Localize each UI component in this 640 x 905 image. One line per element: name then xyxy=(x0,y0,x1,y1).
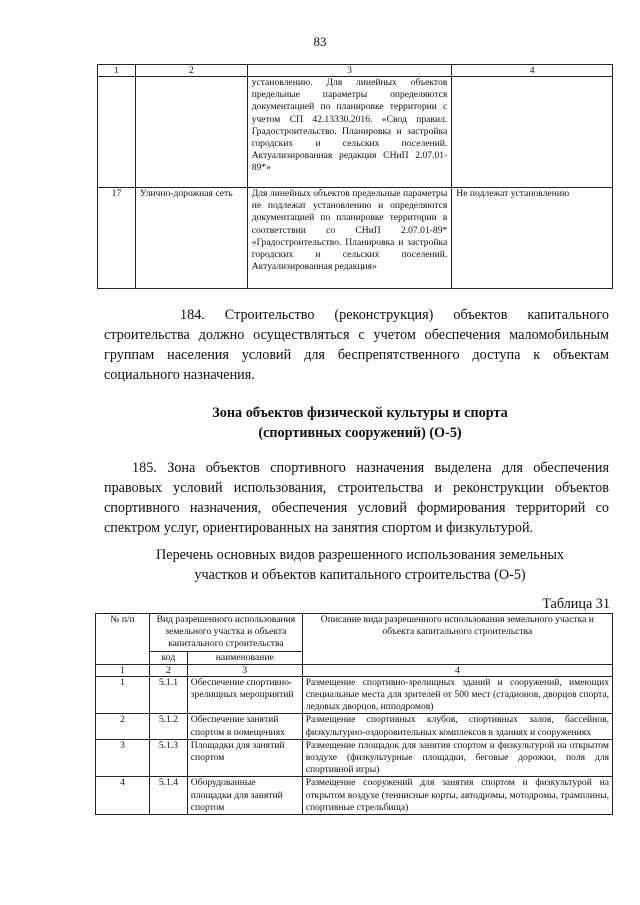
column-number: 4 xyxy=(302,664,612,676)
zone-heading-line1: Зона объектов физической культуры и спорта xyxy=(212,405,508,421)
row-code: 5.1.3 xyxy=(150,739,188,777)
row-description: Размещение сооружений для занятия спортом и физкультурой на открытом воздухе (теннисные корты, автодромы, мотодромы, трамплины, спортивные стрельбища) xyxy=(302,777,612,815)
column-number: 2 xyxy=(150,664,188,676)
header-type: Вид разрешенного использования земельного участка и объекта капитального строительства xyxy=(150,614,303,652)
row-number: 2 xyxy=(96,714,150,739)
paragraph-184: 184. Строительство (реконструкция) объектов капитального строительства должно осуществляться с учетом обеспечения маломобильным группам населения условий для беспрепятственного доступа к объектам социального назначения. xyxy=(104,307,609,383)
table-row xyxy=(96,739,613,777)
header-name: наименование xyxy=(187,651,302,664)
table-row xyxy=(96,676,613,714)
table-header-row xyxy=(98,65,613,77)
row-number: 4 xyxy=(96,777,150,815)
header-cell: 2 xyxy=(135,65,247,77)
row-description: установлению. Для линейных объектов предельные параметры определяются документацией по планировке территории с учетом СП 42.13330.2016. «Свод правил. Градостроительство. Планировка и застройка городских и сельских поселений. Актуализированная редакция СНиП 2.07.01-89*» xyxy=(247,77,452,188)
row-description: Размещение площадок для занятия спортом и физкультурой на открытом воздухе (физкультурные площадки, беговые дорожки, поля для спортивной игры) xyxy=(302,739,612,777)
row-name: Обеспечение спортивно-зрелищных мероприятий xyxy=(187,676,302,714)
row-number: 17 xyxy=(98,188,136,289)
row-description: Размещение спортивно-зрелищных зданий и сооружений, имеющих специальные места для зрителей от 500 мест (стадионов, дворцов спорта, ледовых дворцов, ипподромов) xyxy=(302,676,612,714)
table-row xyxy=(96,777,613,815)
column-number: 3 xyxy=(187,664,302,676)
row-description: Для линейных объектов предельные параметры не подлежат установлению и определяются документацией по планировке территории в соответствии со СНиП 2.07.01-89* «Градостроительство. Планировка и застройка городских и сельских поселений. Актуализированная редакция» xyxy=(247,188,452,289)
header-code: код xyxy=(150,651,188,664)
header-cell: 3 xyxy=(247,65,452,77)
table-row xyxy=(96,714,613,739)
row-name: Площадки для занятий спортом xyxy=(187,739,302,777)
zone-heading-line2: (спортивных сооружений) (О-5) xyxy=(258,425,462,441)
table-31 xyxy=(95,613,613,815)
row-name: Оборудованные площадки для занятий спортом xyxy=(187,777,302,815)
table-label: Таблица 31 xyxy=(542,596,610,612)
column-number-row xyxy=(96,664,613,676)
row-name: Обеспечение занятий спортом в помещениях xyxy=(187,714,302,739)
row-value: Не подлежат установлению xyxy=(452,188,613,289)
row-code: 5.1.2 xyxy=(150,714,188,739)
row-value xyxy=(452,77,613,188)
header-num: № п/п xyxy=(96,614,150,665)
row-description: Размещение спортивных клубов, спортивных залов, бассейнов, физкультурно-оздоровительных комплексов в зданиях и сооружениях xyxy=(302,714,612,739)
row-number: 1 xyxy=(96,676,150,714)
list-heading-line2: участков и объектов капитального строительства (О-5) xyxy=(194,567,526,583)
row-code: 5.1.1 xyxy=(150,676,188,714)
row-number: 3 xyxy=(96,739,150,777)
row-code: 5.1.4 xyxy=(150,777,188,815)
list-heading-line1: Перечень основных видов разрешенного использования земельных xyxy=(156,547,564,563)
column-number: 1 xyxy=(96,664,150,676)
table-row xyxy=(98,77,613,188)
header-cell: 1 xyxy=(98,65,136,77)
row-number xyxy=(98,77,136,188)
header-description: Описание вида разрешенного использования земельного участка и объекта капитального строительства xyxy=(302,614,612,665)
continuation-table xyxy=(97,64,613,289)
row-name: Улично-дорожная сеть xyxy=(135,188,247,289)
page-number: 83 xyxy=(313,34,327,49)
paragraph-185: 185. Зона объектов спортивного назначения выделена для обеспечения правовых условий использования, строительства и реконструкции объектов спортивного назначения, обеспечения условий формирования территорий со спектром услуг, ориентированных на занятия спортом и физкультурой. xyxy=(104,460,609,536)
table-header-row xyxy=(96,614,613,652)
row-name xyxy=(135,77,247,188)
table-row xyxy=(98,188,613,289)
header-cell: 4 xyxy=(452,65,613,77)
